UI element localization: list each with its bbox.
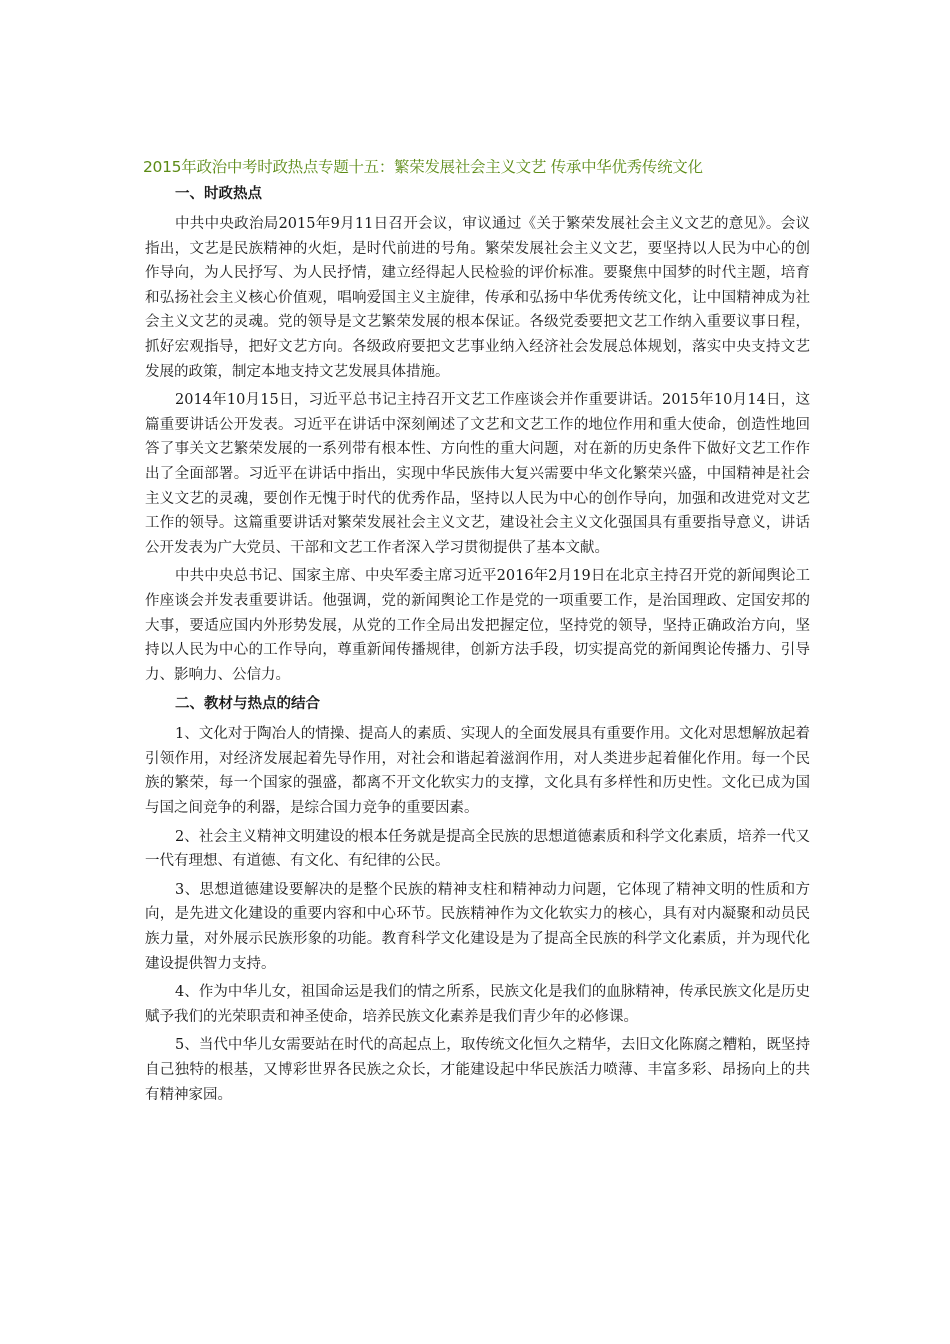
document-page bbox=[145, 154, 810, 1111]
paragraph: 中共中央政治局2015年9月11日召开会议，审议通过《关于繁荣发展社会主义文艺的意见》。会议指出，文艺是民族精神的火炬，是时代前进的号角。繁荣发展社会主义文艺，要坚持以人民为中心的创作导向，为人民抒写、为人民抒情，建立经得起人民检验的评价标准。要聚焦中国梦的时代主题，培育和弘扬社会主义核心价值观，唱响爱国主义主旋律，传承和弘扬中华优秀传统文化，让中国精神成为社会主义文艺的灵魂。党的领导是文艺繁荣发展的根本保证。各级党委要把文艺工作纳入重要议事日程，抓好宏观指导，把好文艺方向。各级政府要把文艺事业纳入经济社会发展总体规划，落实中央支持文艺发展的政策，制定本地支持文艺发展具体措施。 bbox=[145, 216, 810, 380]
paragraph: 4、作为中华儿女，祖国命运是我们的情之所系，民族文化是我们的血脉精神，传承民族文化是历史赋予我们的光荣职责和神圣使命，培养民族文化素养是我们青少年的必修课。 bbox=[145, 984, 810, 1025]
paragraph: 5、当代中华儿女需要站在时代的高起点上，取传统文化恒久之精华，去旧文化陈腐之糟粕，既坚持自己独特的根基，又博彩世界各民族之众长，才能建设起中华民族活力喷薄、丰富多彩、昂扬向上的共有精神家园。 bbox=[145, 1037, 810, 1103]
paragraph: 中共中央总书记、国家主席、中央军委主席习近平2016年2月19日在北京主持召开党的新闻舆论工作座谈会并发表重要讲话。他强调，党的新闻舆论工作是党的一项重要工作，是治国理政、定国安邦的大事，要适应国内外形势发展，从党的工作全局出发把握定位，坚持党的领导，坚持正确政治方向，坚持以人民为中心的工作导向，尊重新闻传播规律，创新方法手段，切实提高党的新闻舆论传播力、引导力、影响力、公信力。 bbox=[145, 568, 810, 683]
paragraph: 2、社会主义精神文明建设的根本任务就是提高全民族的思想道德素质和科学文化素质，培养一代又一代有理想、有道德、有文化、有纪律的公民。 bbox=[145, 828, 810, 870]
document-title: 2015年政治中考时政热点专题十五：繁荣发展社会主义文艺 传承中华优秀传统文化 bbox=[143, 158, 703, 176]
section-heading-current-affairs: 一、时政热点 bbox=[175, 186, 262, 202]
paragraph: 1、文化对于陶冶人的情操、提高人的素质、实现人的全面发展具有重要作用。文化对思想解放起着引领作用，对经济发展起着先导作用，对社会和谐起着滋润作用，对人类进步起着催化作用。每一个民族的繁荣，每一个国家的强盛，都离不开文化软实力的支撑，文化具有多样性和历史性。文化已成为国与国之间竞争的利器，是综合国力竞争的重要因素。 bbox=[145, 726, 810, 817]
paragraph: 3、思想道德建设要解决的是整个民族的精神支柱和精神动力问题，它体现了精神文明的性质和方向，是先进文化建设的重要内容和中心环节。民族精神作为文化软实力的核心，具有对内凝聚和动员民族力量，对外展示民族形象的功能。教育科学文化建设是为了提高全民族的科学文化素质，并为现代化建设提供智力支持。 bbox=[145, 881, 810, 972]
section-heading-textbook-link: 二、教材与热点的结合 bbox=[175, 696, 320, 713]
paragraph: 2014年10月15日，习近平总书记主持召开文艺工作座谈会并作重要讲话。2015年10月14日，这篇重要讲话公开发表。习近平在讲话中深刻阐述了文艺和文艺工作的地位作用和重大使命，创造性地回答了事关文艺繁荣发展的一系列带有根本性、方向性的重大问题，对在新的历史条件下做好文艺工作作出了全面部署。习近平在讲话中指出，实现中华民族伟大复兴需要中华文化繁荣兴盛，中国精神是社会主义文艺的灵魂，要创作无愧于时代的优秀作品，坚持以人民为中心的创作导向，加强和改进党对文艺工作的领导。这篇重要讲话对繁荣发展社会主义文艺，建设社会主义文化强国具有重要指导意义，讲话公开发表为广大党员、干部和文艺工作者深入学习贯彻提供了基本文献。 bbox=[145, 392, 810, 556]
